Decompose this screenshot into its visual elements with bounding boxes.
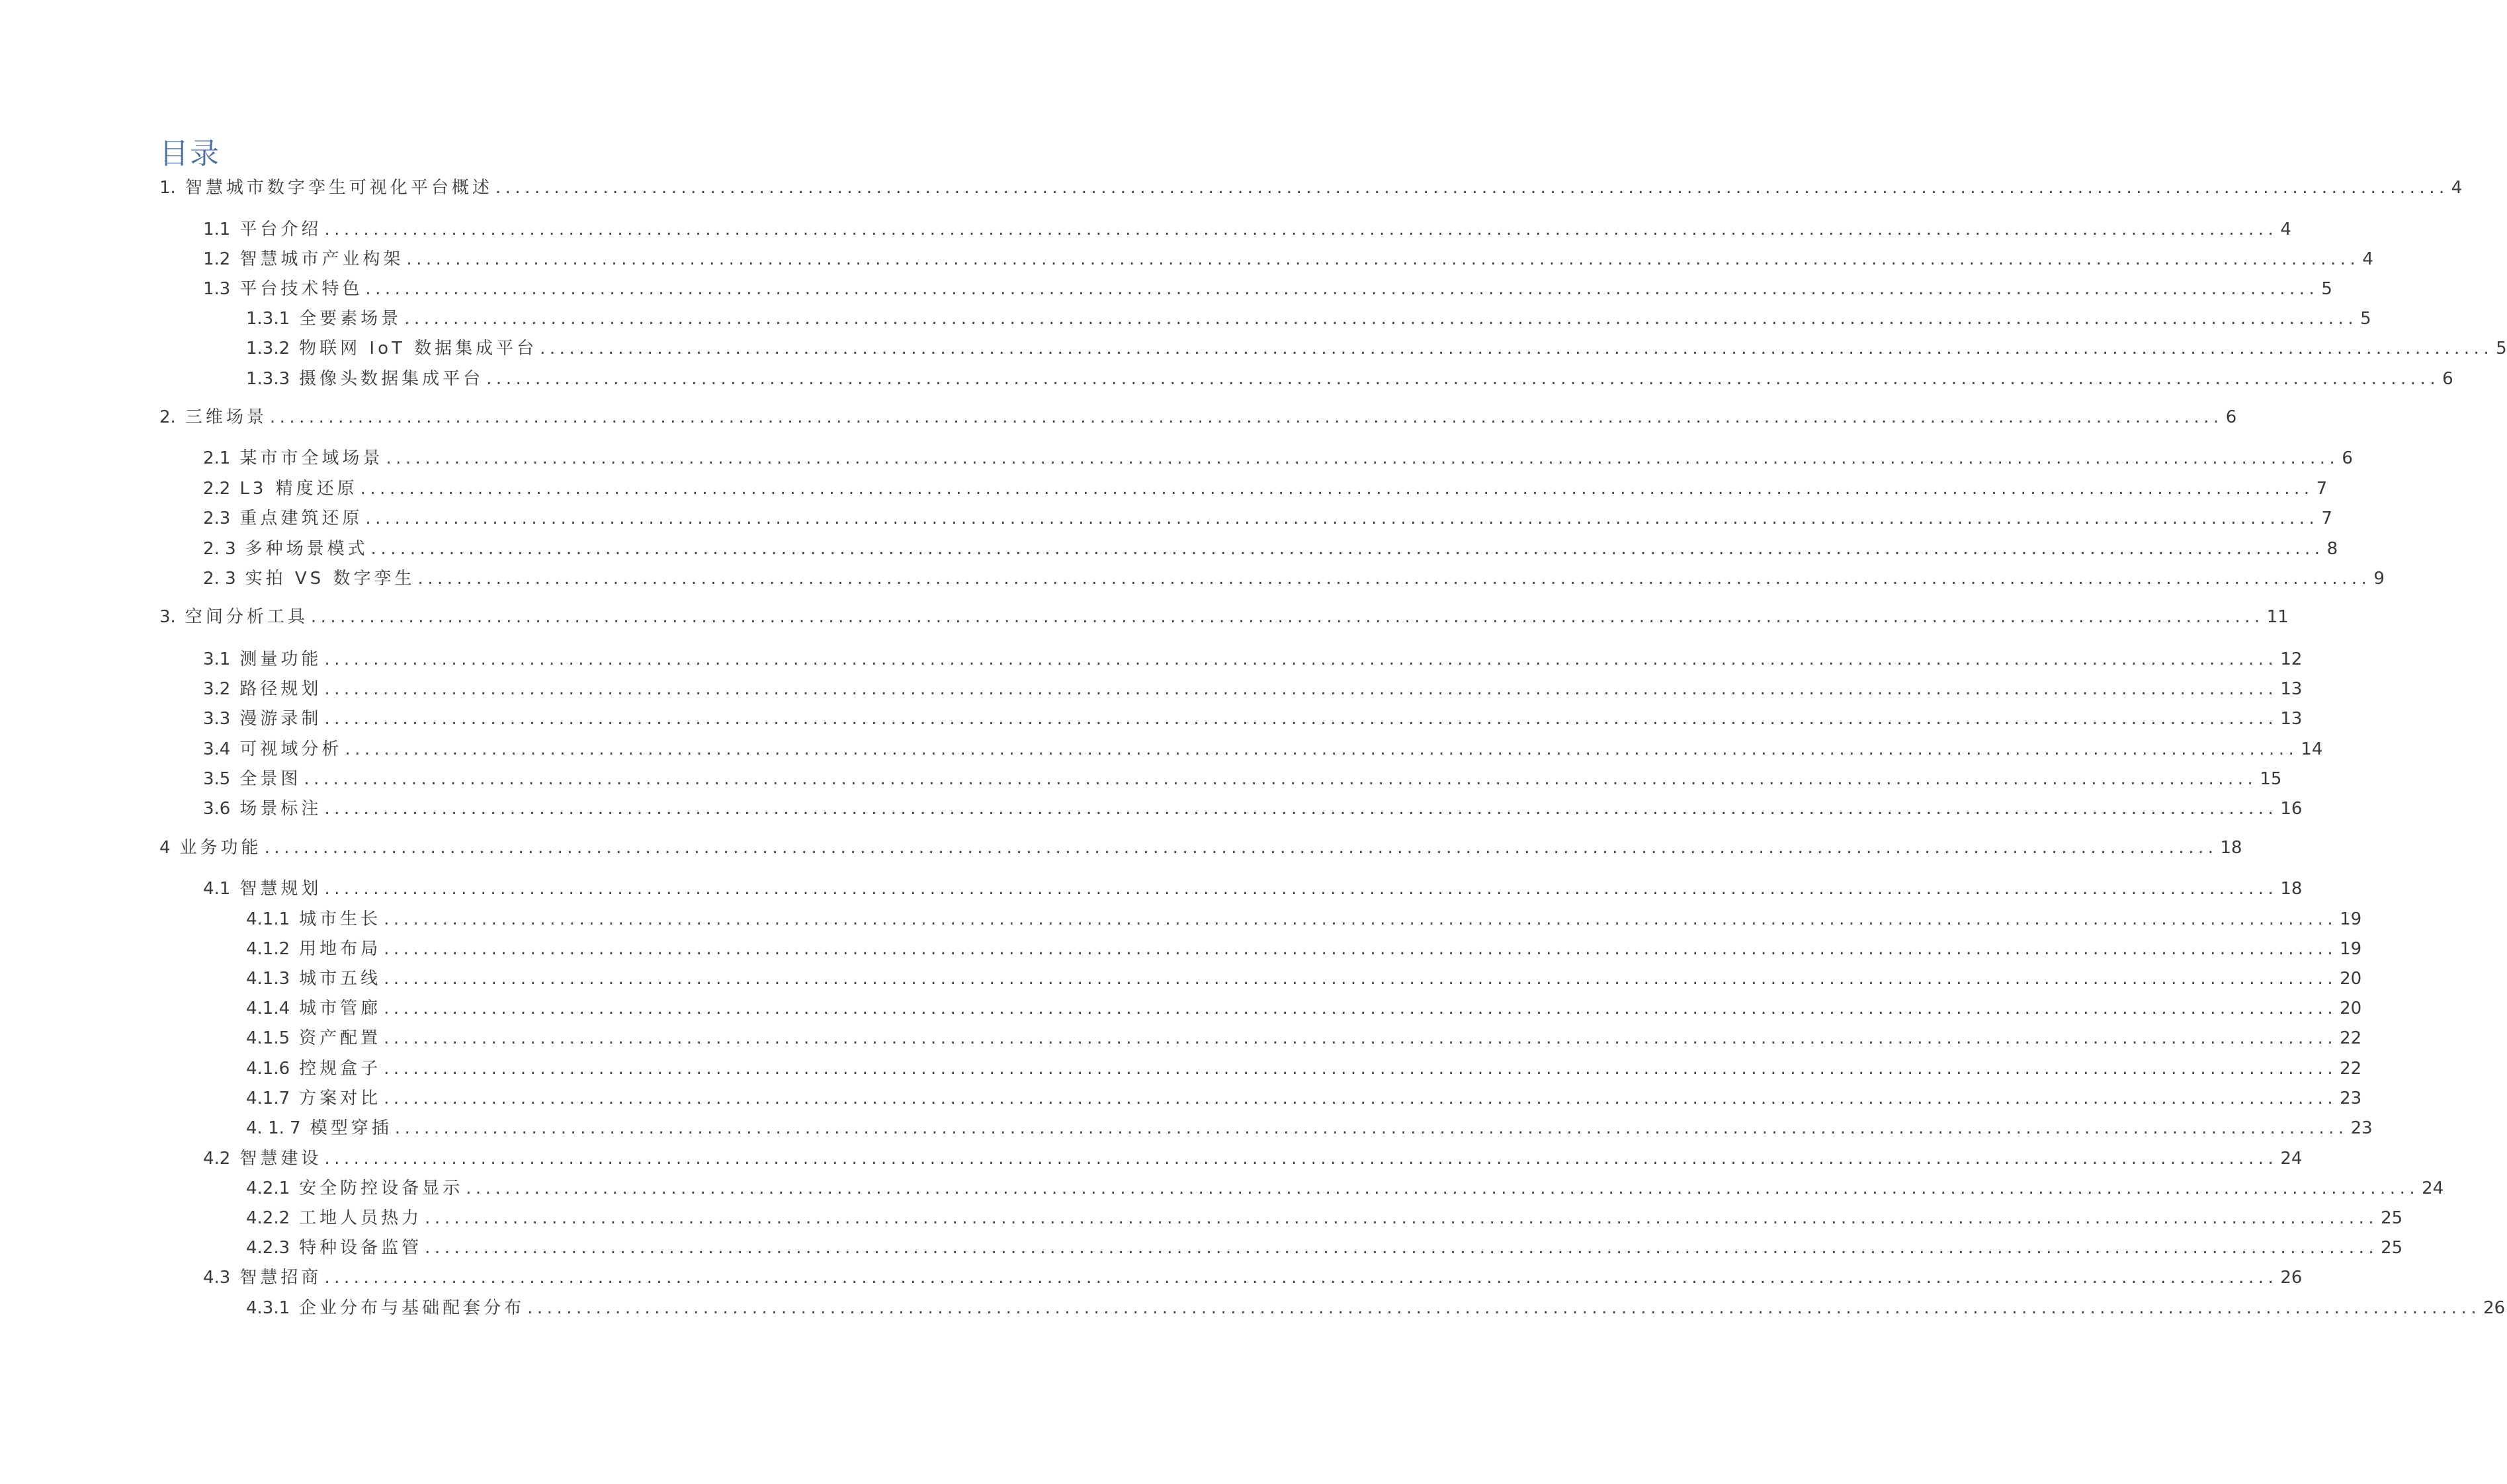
toc-entry[interactable]: [203, 247, 2373, 271]
toc-entry-page: 11: [2266, 607, 2289, 627]
dot-leader: ........................................................................................................................................................................................................: [384, 1089, 2338, 1108]
toc-entry[interactable]: [246, 1206, 2403, 1230]
toc-entry-page: 19: [2340, 939, 2362, 959]
dot-leader: ........................................................................................................................................................................................................: [324, 709, 2278, 729]
toc-entry-number: 4.2.3: [246, 1238, 290, 1258]
toc-entry[interactable]: [203, 647, 2303, 671]
toc-entry[interactable]: [203, 507, 2332, 530]
dot-leader: ........................................................................................................................................................................................................: [425, 1208, 2379, 1228]
toc-entry[interactable]: [203, 1266, 2303, 1290]
toc-entry-page: 4: [2451, 178, 2463, 198]
dot-leader: ........................................................................................................................................................................................................: [404, 309, 2358, 329]
toc-entry-title: 模型穿插: [310, 1118, 392, 1138]
toc-entry-title: 物联网 IoT 数据集成平台: [299, 339, 538, 358]
toc-entry-title: 智慧招商: [239, 1268, 322, 1288]
toc-entry-title: 智慧建设: [239, 1149, 322, 1169]
toc-entry-title: 方案对比: [299, 1089, 382, 1108]
toc-entry-page: 8: [2326, 539, 2338, 559]
toc-entry-title: 场景标注: [239, 799, 322, 819]
toc-entry-page: 23: [2340, 1089, 2362, 1108]
toc-entry-page: 26: [2483, 1298, 2506, 1318]
toc-entry-page: 9: [2373, 569, 2385, 589]
dot-leader: ........................................................................................................................................................................................................: [425, 1238, 2379, 1258]
toc-entry-page: 19: [2340, 909, 2362, 929]
dot-leader: ........................................................................................................................................................................................................: [360, 479, 2314, 499]
toc-entry[interactable]: [246, 1057, 2362, 1081]
toc-entry-page: 22: [2340, 1028, 2362, 1048]
toc-entry-number: 3.1: [203, 649, 231, 669]
toc-entry[interactable]: [246, 337, 2507, 360]
toc-entry-number: 4.1.2: [246, 939, 290, 959]
toc-entry-number: 4.2: [203, 1149, 231, 1169]
dot-leader: ........................................................................................................................................................................................................: [324, 220, 2278, 239]
toc-entry-page: 5: [2496, 339, 2507, 358]
toc-entry[interactable]: [203, 277, 2332, 301]
toc-entry-page: 13: [2280, 709, 2303, 729]
toc-entry-number: 4.1.6: [246, 1059, 290, 1079]
toc-entry-title: 智慧城市产业构架: [239, 249, 404, 269]
toc-entry[interactable]: [203, 446, 2353, 470]
toc-entry-number: 3.6: [203, 799, 231, 819]
dot-leader: ........................................................................................................................................................................................................: [324, 1268, 2278, 1288]
dot-leader: ........................................................................................................................................................................................................: [324, 879, 2278, 899]
toc-entry-number: 4. 1. 7: [246, 1118, 301, 1138]
dot-leader: ........................................................................................................................................................................................................: [394, 1118, 2348, 1138]
toc-entry-number: 4.2.2: [246, 1208, 290, 1228]
dot-leader: ........................................................................................................................................................................................................: [384, 1028, 2338, 1048]
dot-leader: ........................................................................................................................................................................................................: [540, 339, 2494, 358]
dot-leader: ........................................................................................................................................................................................................: [386, 448, 2340, 468]
toc-entry-number: 1.1: [203, 220, 231, 239]
dot-leader: ........................................................................................................................................................................................................: [384, 999, 2338, 1018]
toc-entry-number: 2. 3: [203, 569, 236, 589]
dot-leader: ........................................................................................................................................................................................................: [495, 178, 2449, 198]
toc-entry-number: 4.1.7: [246, 1089, 290, 1108]
toc-entry[interactable]: [203, 797, 2303, 821]
dot-leader: ........................................................................................................................................................................................................: [417, 569, 2371, 589]
dot-leader: ........................................................................................................................................................................................................: [324, 799, 2278, 819]
toc-entry[interactable]: [159, 836, 2242, 860]
toc-entry-number: 1.: [159, 178, 176, 198]
toc-entry[interactable]: [246, 1026, 2362, 1050]
dot-leader: ........................................................................................................................................................................................................: [365, 279, 2319, 299]
toc-entry-page: 5: [2360, 309, 2371, 329]
toc-entry-page: 24: [2422, 1178, 2444, 1198]
toc-entry-number: 2.1: [203, 448, 231, 468]
toc-entry-page: 5: [2321, 279, 2332, 299]
toc-entry-page: 16: [2280, 799, 2303, 819]
toc-entry-title: 测量功能: [239, 649, 322, 669]
toc-entry-page: 14: [2301, 739, 2323, 759]
dot-leader: ........................................................................................................................................................................................................: [384, 939, 2338, 959]
toc-entry-title: 业务功能: [179, 838, 262, 858]
dot-leader: ........................................................................................................................................................................................................: [406, 249, 2360, 269]
toc-entry[interactable]: [203, 877, 2303, 901]
toc-entry-number: 4: [159, 838, 171, 858]
toc-entry[interactable]: [246, 1236, 2403, 1260]
toc-entry[interactable]: [203, 218, 2291, 241]
toc-entry-page: 6: [2342, 448, 2353, 468]
toc-entry[interactable]: [203, 677, 2303, 701]
dot-leader: ........................................................................................................................................................................................................: [345, 739, 2299, 759]
dot-leader: ........................................................................................................................................................................................................: [324, 679, 2278, 699]
toc-entry-number: 4.1.5: [246, 1028, 290, 1048]
toc-entry-title: 资产配置: [299, 1028, 382, 1048]
dot-leader: ........................................................................................................................................................................................................: [384, 909, 2338, 929]
toc-entry[interactable]: [203, 707, 2303, 731]
toc-entry-title: 重点建筑还原: [239, 509, 363, 528]
dot-leader: ........................................................................................................................................................................................................: [486, 369, 2440, 389]
toc-entry-title: 平台介绍: [239, 220, 322, 239]
toc-entry[interactable]: [203, 767, 2282, 791]
toc-entry-number: 3.3: [203, 709, 231, 729]
toc-entry-number: 3.2: [203, 679, 231, 699]
toc-entry[interactable]: [246, 1296, 2506, 1320]
dot-leader: ........................................................................................................................................................................................................: [384, 1059, 2338, 1079]
toc-entry-title: 全要素场景: [299, 309, 402, 329]
toc-entry-title: 摄像头数据集成平台: [299, 369, 484, 389]
toc-entry-number: 1.3.2: [246, 339, 290, 358]
toc-entry-title: 多种场景模式: [245, 539, 368, 559]
toc-entry[interactable]: [203, 1147, 2303, 1171]
dot-leader: ........................................................................................................................................................................................................: [269, 407, 2223, 427]
toc-entry-title: 安全防控设备显示: [299, 1178, 464, 1198]
toc-entry-title: 城市管廊: [299, 999, 382, 1018]
toc-entry-title: 智慧城市数字孪生可视化平台概述: [185, 178, 493, 198]
toc-entry-title: 路径规划: [239, 679, 322, 699]
toc-entry[interactable]: [159, 605, 2289, 629]
toc-entry-page: 18: [2220, 838, 2242, 858]
toc-entry-page: 7: [2321, 509, 2332, 528]
toc-entry-title: 三维场景: [185, 407, 267, 427]
toc-entry[interactable]: [246, 907, 2362, 931]
toc-entry-title: 控规盒子: [299, 1059, 382, 1079]
dot-leader: ........................................................................................................................................................................................................: [384, 969, 2338, 989]
toc-entry-number: 4.1.3: [246, 969, 290, 989]
toc-entry-number: 1.3: [203, 279, 231, 299]
toc-entry-title: L3 精度还原: [239, 479, 358, 499]
toc-entry[interactable]: [246, 1176, 2444, 1200]
toc-entry-page: 4: [2280, 220, 2291, 239]
toc-entry-title: 特种设备监管: [299, 1238, 423, 1258]
toc-entry-page: 18: [2280, 879, 2303, 899]
toc-entry-page: 15: [2260, 769, 2282, 789]
toc-entry-title: 城市五线: [299, 969, 382, 989]
toc-entry-number: 2.2: [203, 479, 231, 499]
toc-entry[interactable]: [203, 737, 2323, 761]
toc-entry-title: 空间分析工具: [185, 607, 308, 627]
toc-entry-number: 4.2.1: [246, 1178, 290, 1198]
dot-leader: ........................................................................................................................................................................................................: [365, 509, 2319, 528]
toc-entry-number: 4.1.4: [246, 999, 290, 1018]
toc-entry-number: 2.: [159, 407, 176, 427]
toc-entry-number: 1.3.1: [246, 309, 290, 329]
toc-entry[interactable]: [203, 477, 2328, 501]
toc-entry[interactable]: [159, 405, 2237, 429]
toc-entry[interactable]: [203, 537, 2338, 561]
dot-leader: ........................................................................................................................................................................................................: [324, 649, 2278, 669]
toc-entry-page: 25: [2381, 1208, 2403, 1228]
toc-entry-title: 可视域分析: [239, 739, 343, 759]
toc-entry-title: 全景图: [239, 769, 302, 789]
dot-leader: ........................................................................................................................................................................................................: [527, 1298, 2481, 1318]
toc-entry-number: 4.1.1: [246, 909, 290, 929]
toc-entry-title: 城市生长: [299, 909, 382, 929]
toc-entry-page: 4: [2362, 249, 2373, 269]
toc-entry[interactable]: [246, 307, 2371, 331]
toc-entry-number: 3.5: [203, 769, 231, 789]
toc-entry-page: 6: [2442, 369, 2453, 389]
toc-entry[interactable]: [246, 997, 2362, 1020]
toc-entry[interactable]: [203, 567, 2385, 591]
toc-entry-page: 20: [2340, 969, 2362, 989]
toc-entry-number: 4.1: [203, 879, 231, 899]
toc-entry-title: 企业分布与基础配套分布: [299, 1298, 525, 1318]
toc-entry-number: 1.2: [203, 249, 231, 269]
toc-entry-title: 实拍 VS 数字孪生: [245, 569, 415, 589]
toc-entry-number: 2.3: [203, 509, 231, 528]
toc-entry[interactable]: [246, 1116, 2373, 1140]
toc-entry-page: 24: [2280, 1149, 2303, 1169]
toc-entry[interactable]: [159, 176, 2463, 200]
toc-entry-title: 用地布局: [299, 939, 382, 959]
toc-title: 目录: [159, 137, 220, 171]
dot-leader: ........................................................................................................................................................................................................: [310, 607, 2264, 627]
toc-entry-page: 25: [2381, 1238, 2403, 1258]
toc-entry-number: 1.3.3: [246, 369, 290, 389]
toc-entry-number: 4.3.1: [246, 1298, 290, 1318]
toc-entry[interactable]: [246, 1087, 2362, 1110]
toc-entry[interactable]: [246, 937, 2362, 961]
toc-entry-page: 12: [2280, 649, 2303, 669]
toc-entry[interactable]: [246, 967, 2362, 991]
toc-entry-page: 6: [2225, 407, 2237, 427]
toc-entry-number: 3.4: [203, 739, 231, 759]
dot-leader: ........................................................................................................................................................................................................: [370, 539, 2324, 559]
toc-entry-page: 23: [2350, 1118, 2373, 1138]
dot-leader: ........................................................................................................................................................................................................: [466, 1178, 2420, 1198]
toc-entry-page: 26: [2280, 1268, 2303, 1288]
toc-entry-page: 7: [2316, 479, 2328, 499]
dot-leader: ........................................................................................................................................................................................................: [264, 838, 2218, 858]
toc-entry-number: 3.: [159, 607, 176, 627]
toc-entry-title: 智慧规划: [239, 879, 322, 899]
toc-entry-title: 平台技术特色: [239, 279, 363, 299]
dot-leader: ........................................................................................................................................................................................................: [304, 769, 2258, 789]
toc-entry-number: 2. 3: [203, 539, 236, 559]
toc-entry-title: 漫游录制: [239, 709, 322, 729]
toc-entry-number: 4.3: [203, 1268, 231, 1288]
toc-entry-page: 13: [2280, 679, 2303, 699]
toc-entry-title: 工地人员热力: [299, 1208, 423, 1228]
toc-entry-page: 20: [2340, 999, 2362, 1018]
dot-leader: ........................................................................................................................................................................................................: [324, 1149, 2278, 1169]
toc-entry-title: 某市市全域场景: [239, 448, 384, 468]
toc-entry[interactable]: [246, 367, 2453, 391]
toc-entry-page: 22: [2340, 1059, 2362, 1079]
